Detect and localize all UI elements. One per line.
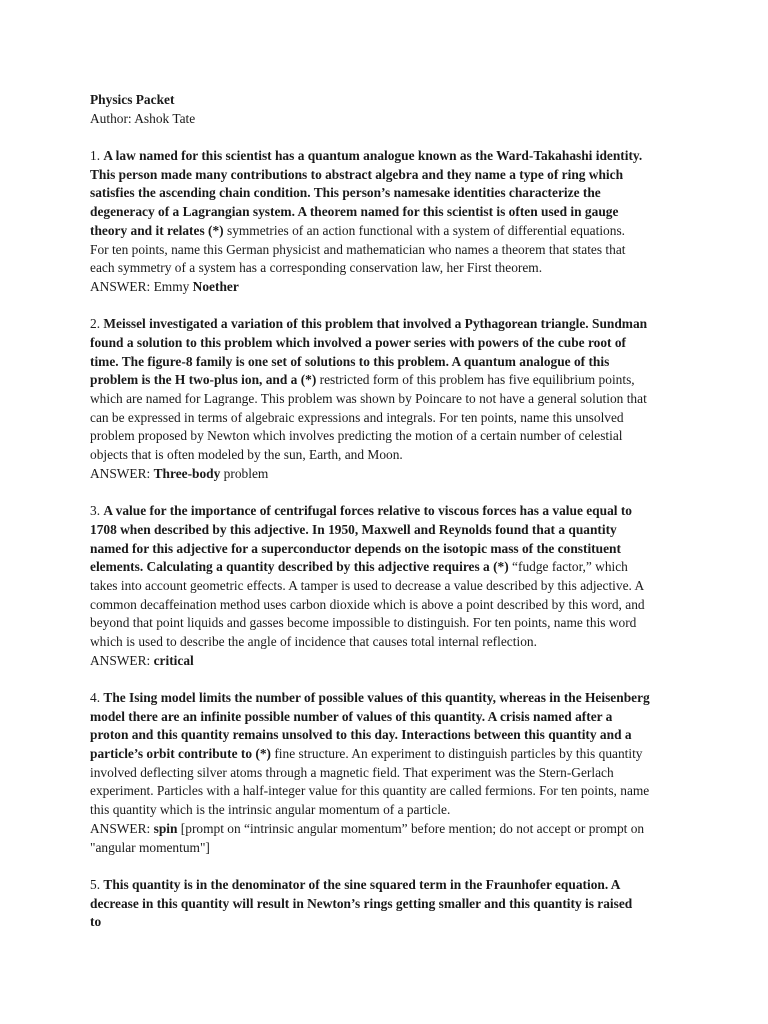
question-line: [90, 502, 675, 521]
plain-text: experiment. Particles with a half-integer value for this quantity are called fermions. For ten points, name: [90, 783, 650, 799]
plain-text: [prompt on “intrinsic angular momentum” before mention; do not accept or prompt on: [177, 820, 645, 836]
question-line: [90, 465, 675, 484]
question-line: [90, 782, 675, 801]
plain-text: ANSWER: Emmy: [90, 278, 193, 294]
question-line: [90, 577, 675, 596]
plain-text: 5.: [90, 876, 104, 892]
question-line: [90, 371, 675, 390]
bold-text: time. The figure-8 family is one set of solutions to this problem. A quantum analogue of this: [90, 353, 610, 369]
plain-text: takes into account geometric effects. A tamper is used to decrease a value described by this adjective. A: [90, 577, 645, 593]
paragraph-spacer: [90, 857, 675, 876]
bold-text: Noether: [192, 278, 239, 294]
plain-text: 1.: [90, 148, 104, 164]
question-line: [90, 259, 675, 278]
paragraph-spacer: [90, 128, 675, 147]
plain-text: ANSWER:: [90, 652, 154, 668]
bold-text: elements. Calculating a quantity described by this adjective requires a (*): [90, 559, 513, 575]
question-line: [90, 409, 675, 428]
plain-text: can be expressed in terms of algebraic expressions and integrals. For ten points, name this unsolved: [90, 409, 624, 425]
plain-text: For ten points, name this German physicist and mathematician who names a theorem that states that: [90, 241, 626, 257]
plain-text: common decaffeination method uses carbon dioxide which is above a point described by this word, and: [90, 596, 645, 612]
bold-text: model there are an infinite possible number of values of this quantity. A crisis named after a: [90, 708, 613, 724]
document-page: [90, 91, 675, 932]
bold-text: theory and it relates (*): [90, 222, 227, 238]
question-line: [90, 203, 675, 222]
question-line: [90, 745, 675, 764]
plain-text: which are named for Lagrange. This problem was shown by Poincare to not have a general solution that: [90, 391, 647, 406]
question-5: [90, 876, 675, 932]
bold-text: The Ising model limits the number of possible values of this quantity, whereas in the Heisenberg: [103, 690, 650, 705]
question-line: [90, 764, 675, 783]
question-line: [90, 390, 675, 409]
plain-text: problem proposed by Newton which involves predicting the motion of a certain number of celestial: [90, 428, 623, 444]
plain-text: ANSWER:: [90, 465, 154, 481]
question-2: [90, 315, 675, 483]
bold-text: satisfies the ascending chain condition. This person’s namesake identities: [90, 185, 509, 201]
question-4: [90, 689, 675, 857]
plain-text: ANSWER:: [90, 820, 154, 836]
plain-text: problem: [220, 465, 269, 481]
bold-text: Three-body: [153, 465, 221, 481]
question-line: [90, 633, 675, 652]
question-line: [90, 184, 675, 203]
bold-text: problem is the H two-plus ion, and a (*): [90, 372, 320, 388]
question-line: [90, 446, 675, 465]
bold-text: 1708 when described by this adjective. In 1950, Maxwell and Reynolds found that a quantity: [90, 521, 617, 537]
question-line: [90, 353, 675, 372]
bold-text: found a solution to this problem which involved a power series with powers of the cube root of: [90, 334, 627, 350]
plain-text: which is used to describe the angle of incidence that causes total internal reflection.: [90, 633, 537, 649]
question-line: [90, 334, 675, 353]
bold-text: degeneracy of a Lagrangian system. A theorem named for this scientist is often used in gauge: [90, 204, 619, 220]
paragraph-spacer: [90, 670, 675, 689]
question-line: [90, 652, 675, 671]
plain-text: objects that is often modeled by the sun, Earth, and Moon.: [90, 447, 403, 463]
question-line: [90, 558, 675, 577]
question-line: [90, 708, 675, 727]
plain-text: 2.: [90, 316, 104, 332]
question-1: [90, 147, 675, 297]
question-line: [90, 913, 675, 932]
plain-text: fine structure. An experiment to distinguish particles by this quantity: [274, 746, 643, 762]
question-line: [90, 315, 675, 334]
paragraph-spacer: [90, 483, 675, 502]
question-line: [90, 540, 675, 559]
question-line: [90, 166, 675, 185]
packet-author: Author: Ashok Tate: [90, 110, 196, 126]
question-line: [90, 689, 675, 708]
bold-text: proton and this quantity remains unsolved to this day. Interactions between this quantity and a: [90, 727, 632, 743]
bold-text: A law named for this scientist has a quantum analogue known as the Ward-Takahashi identity.: [103, 148, 643, 164]
question-list: [90, 128, 675, 932]
bold-text: A value for the importance of centrifugal forces relative to viscous forces has a value equal to: [103, 503, 632, 519]
question-line: [90, 820, 675, 839]
bold-text: This person made many contributions to abstract algebra and they name a type of ring which: [90, 166, 624, 182]
paragraph-spacer: [90, 297, 675, 316]
bold-text: to: [90, 914, 102, 930]
plain-text: symmetries of an action functional with a system of differential equations.: [226, 222, 626, 238]
question-line: [90, 895, 675, 914]
bold-text: characterize the: [508, 185, 601, 201]
plain-text: 4.: [90, 690, 104, 705]
question-line: [90, 222, 675, 241]
question-line: [90, 839, 675, 858]
plain-text: “fudge factor,” which: [512, 559, 628, 575]
bold-text: named for this adjective for a superconductor depends on the isotopic mass of the constituent: [90, 540, 621, 556]
plain-text: beyond that point liquids and gasses become impossible to distinguish. For ten points, name this word: [90, 615, 637, 631]
question-line: [90, 876, 675, 895]
plain-text: involved deflecting silver atoms through a magnetic field. That experiment was the Stern-Gerlach: [90, 764, 614, 780]
plain-text: this quantity which is the intrinsic angular momentum of a particle.: [90, 802, 451, 818]
bold-text: particle’s orbit contribute to (*): [90, 746, 275, 762]
question-line: [90, 278, 675, 297]
question-line: [90, 241, 675, 260]
bold-text: critical: [153, 652, 194, 668]
bold-text: spin: [153, 820, 178, 836]
question-line: [90, 427, 675, 446]
plain-text: restricted form of this problem has five equilibrium points,: [319, 372, 635, 388]
question-line: [90, 521, 675, 540]
question-line: [90, 726, 675, 745]
question-line: [90, 147, 675, 166]
bold-text: decrease in this quantity will result in Newton’s rings getting smaller and this quantity is raised: [90, 895, 633, 911]
question-line: [90, 596, 675, 615]
packet-title: Physics Packet: [90, 92, 175, 107]
plain-text: each symmetry of a system has a corresponding conservation law, her First theorem.: [90, 260, 543, 276]
question-line: [90, 614, 675, 633]
plain-text: "angular momentum"]: [90, 839, 210, 855]
bold-text: Meissel investigated a variation of this problem that involved a Pythagorean triangle. Sundman: [103, 316, 648, 332]
question-3: [90, 502, 675, 670]
bold-text: This quantity is in the denominator of the sine squared term in the Fraunhofer equation. A: [103, 876, 621, 892]
plain-text: 3.: [90, 503, 104, 519]
question-line: [90, 801, 675, 820]
